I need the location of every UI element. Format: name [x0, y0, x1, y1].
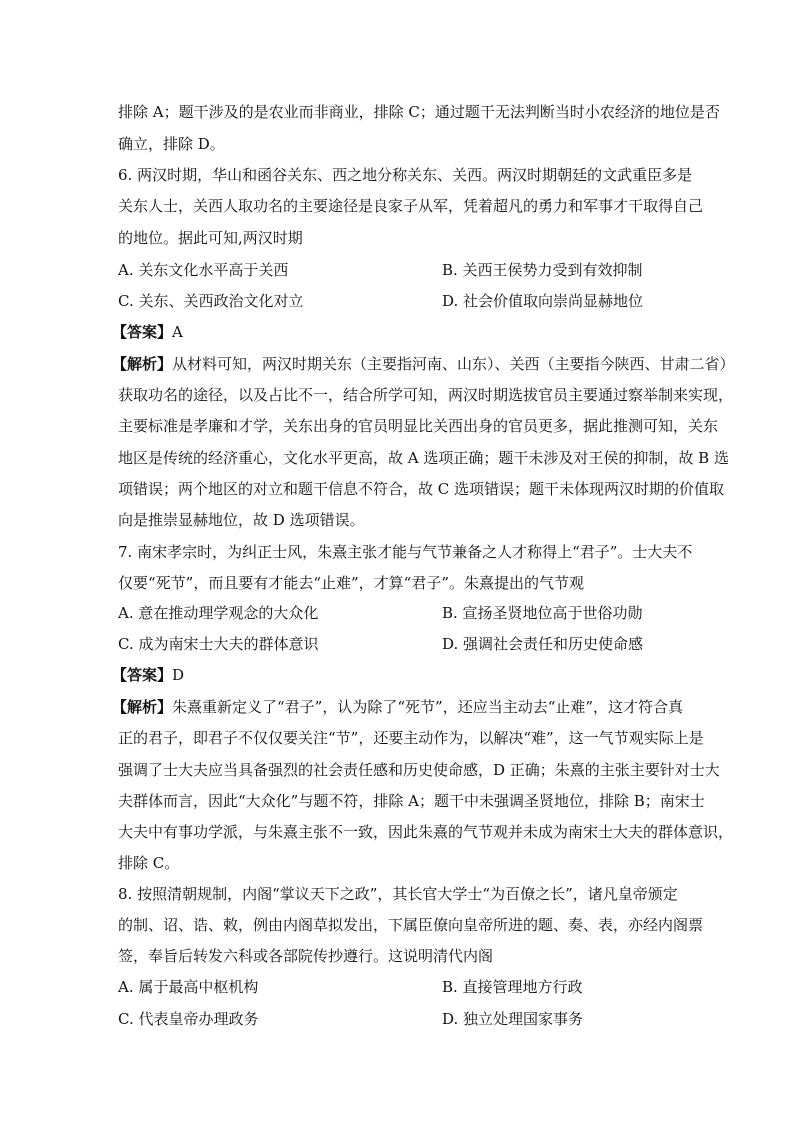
question-8-option-b: B. 直接管理地方行政	[442, 978, 583, 996]
question-8-stem: 的制、诏、诰、敕，例由内阁草拟发出，下属臣僚向皇帝所进的题、奏、表，亦经内阁票	[118, 916, 704, 934]
answer-tag: 【答案】	[112, 323, 173, 341]
answer-value: D	[172, 666, 185, 684]
question-6-option-a: A. 关东文化水平高于关西	[118, 261, 289, 279]
question-7-answer	[112, 665, 184, 687]
question-8-option-c: C. 代表皇帝办理政务	[118, 1010, 259, 1028]
analysis-line: 向是推崇显赫地位，故 D 选项错误。	[118, 511, 365, 529]
question-8-option-a: A. 属于最高中枢机构	[118, 978, 259, 996]
question-8-stem: 8. 按照清朝规制，内阁“掌议天下之政”，其长官大学士“为百僚之长”，诸凡皇帝颁定	[118, 885, 678, 903]
question-6-option-c: C. 关东、关西政治文化对立	[118, 292, 304, 310]
question-7-analysis	[112, 697, 683, 719]
analysis-line: 正的君子，即君子不仅仅要关注“节”，还要主动作为，以解决“难”，这一气节观实际上是	[118, 729, 704, 747]
answer-tag: 【答案】	[112, 666, 173, 684]
intro-line: 排除 A；题干涉及的是农业而非商业，排除 C；通过题干无法判断当时小农经济的地位是否	[118, 103, 720, 121]
analysis-tag: 【解析】	[112, 698, 173, 716]
question-7-stem: 7. 南宋孝宗时，为纠正士风，朱熹主张才能与气节兼备之人才称得上“君子”。士大夫不	[118, 543, 693, 561]
analysis-text: 朱熹重新定义了“君子”，认为除了“死节”，还应当主动去“止难”，这才符合真	[172, 698, 684, 716]
answer-value: A	[172, 323, 183, 341]
analysis-line: 强调了士大夫应当具备强烈的社会责任感和历史使命感，D 正确；朱熹的主张主要针对士大	[118, 761, 720, 779]
question-7-option-a: A. 意在推动理学观念的大众化	[118, 604, 319, 622]
analysis-line: 夫群体而言，因此“大众化”与题不符，排除 A；题干中未强调圣贤地位，排除 B；南宋士	[118, 792, 705, 810]
question-6-option-b: B. 关西王侯势力受到有效抑制	[442, 261, 643, 279]
analysis-line: 大夫中有事功学派，与朱熹主张不一致，因此朱熹的气节观并未成为南宋士大夫的群体意识，	[118, 823, 734, 841]
question-7-option-d: D. 强调社会责任和历史使命感	[442, 635, 644, 653]
intro-line: 确立，排除 D。	[118, 135, 225, 153]
question-6-analysis	[112, 354, 735, 376]
question-6-stem: 关东人士，关西人取功名的主要途径是良家子从军，凭着超凡的勇力和军事才干取得自己	[118, 197, 704, 215]
analysis-line: 地区是传统的经济重心，文化水平更高，故 A 选项正确；题干未涉及对王侯的抑制，故 B 选	[118, 449, 729, 467]
question-8-option-d: D. 独立处理国家事务	[442, 1010, 584, 1028]
analysis-line: 获取功名的途径，以及占比不一，结合所学可知，两汉时期选拔官员主要通过察举制来实现，	[118, 386, 734, 404]
question-7-option-c: C. 成为南宋士大夫的群体意识	[118, 635, 319, 653]
question-6-stem: 的地位。据此可知,两汉时期	[118, 229, 303, 247]
question-6-stem: 6. 两汉时期，华山和函谷关东、西之地分称关东、关西。两汉时期朝廷的文武重臣多是	[118, 166, 693, 184]
question-7-stem: 仅要“死节”，而且要有才能去“止难”，才算“君子”。朱熹提出的气节观	[118, 574, 585, 592]
question-7-option-b: B. 宣扬圣贤地位高于世俗功勋	[442, 604, 643, 622]
analysis-text: 从材料可知，两汉时期关东（主要指河南、山东）、关西（主要指今陕西、甘肃二省）	[172, 355, 735, 373]
question-6-answer	[112, 322, 183, 344]
question-8-stem: 签，奉旨后转发六科或各部院传抄遵行。这说明清代内阁	[118, 947, 494, 965]
analysis-line: 主要标准是孝廉和才学，关东出身的官员明显比关西出身的官员更多，据此推测可知，关东	[118, 417, 719, 435]
question-6-option-d: D. 社会价值取向崇尚显赫地位	[442, 292, 644, 310]
analysis-line: 排除 C。	[118, 854, 180, 872]
analysis-tag: 【解析】	[112, 355, 173, 373]
analysis-line: 项错误；两个地区的对立和题干信息不符合，故 C 选项错误；题干未体现两汉时期的价值取	[118, 480, 725, 498]
